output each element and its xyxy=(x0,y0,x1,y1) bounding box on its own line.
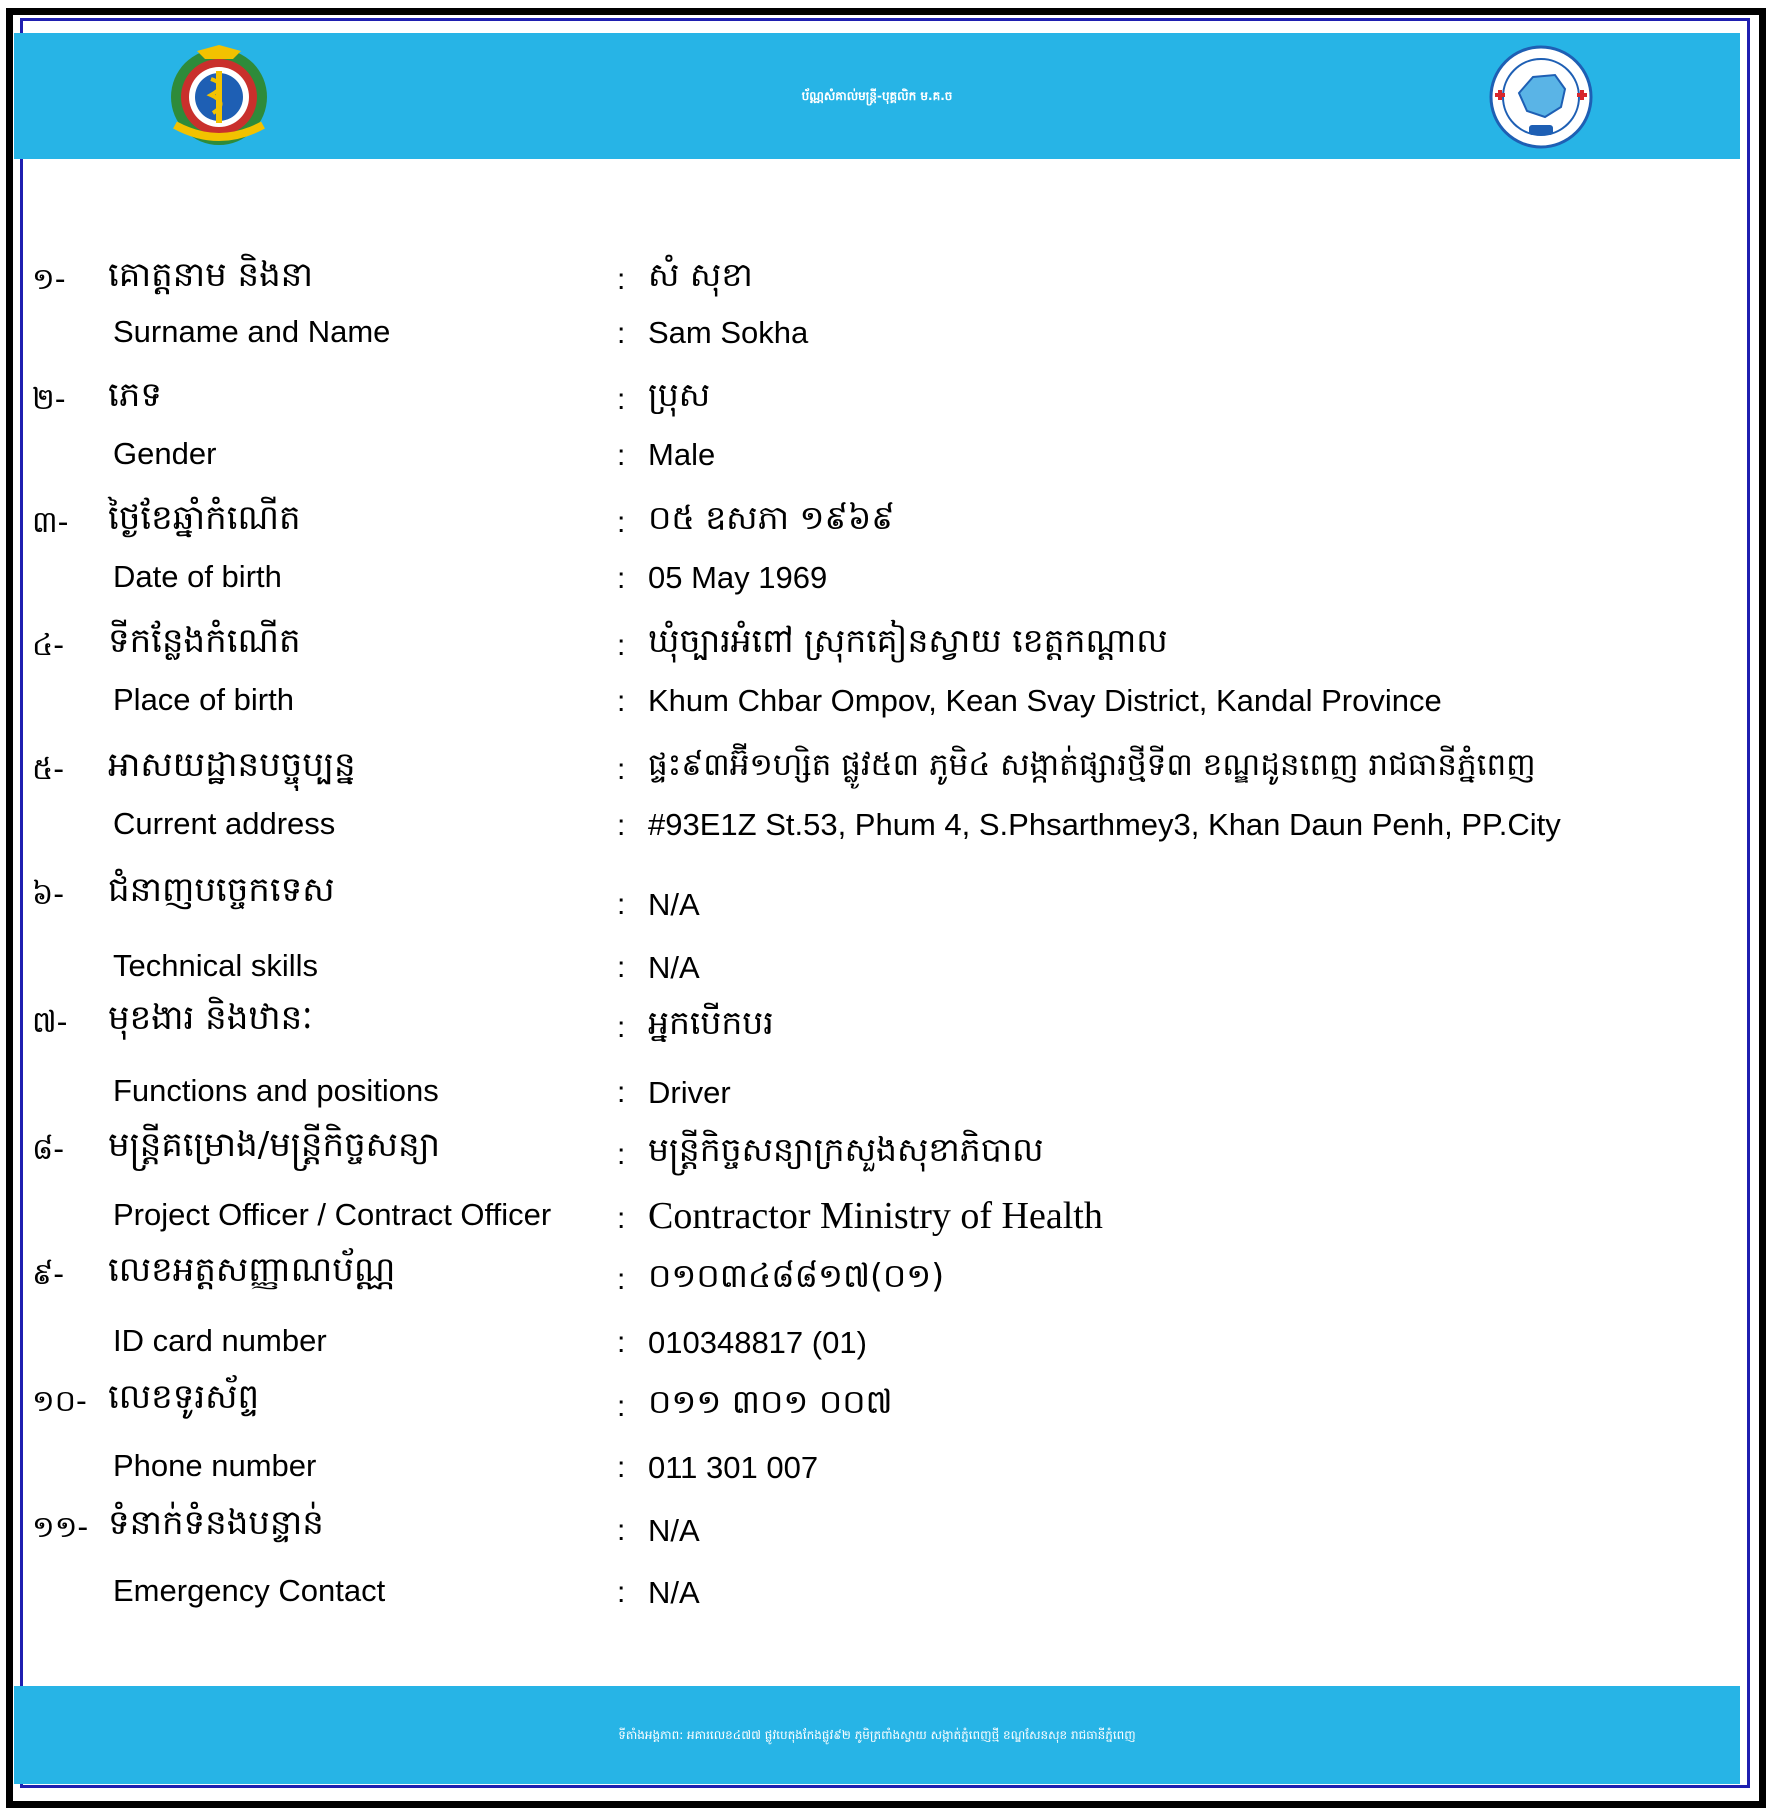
label-khmer: ភេទ xyxy=(108,375,162,415)
value-english: N/A xyxy=(648,950,700,985)
colon-separator: : xyxy=(617,1263,626,1296)
field-number: ៨- xyxy=(32,1132,65,1167)
value-khmer: ០១០៣៤៨៨១៧(០១) xyxy=(648,1256,945,1295)
value-khmer: ប្រុស xyxy=(648,375,711,414)
value-khmer: ផ្ទះ៩៣អ៊ី១ហ្សិត ផ្លូវ៥៣ ភូមិ៤ សង្កាត់ផ្សារថ្មីទី៣ ខណ្ឌដូនពេញ រាជធានីភ្នំពេញ xyxy=(648,747,1536,783)
colon-separator: : xyxy=(617,1576,626,1609)
colon-separator: : xyxy=(617,809,626,842)
colon-separator: : xyxy=(617,1514,626,1547)
colon-separator: : xyxy=(617,317,626,350)
label-english: Project Officer / Contract Officer xyxy=(113,1197,552,1232)
label-english: Current address xyxy=(113,806,336,841)
value-khmer: ០១១ ៣០១ ០០៧ xyxy=(648,1382,893,1421)
value-khmer: N/A xyxy=(648,1513,700,1548)
colon-separator: : xyxy=(617,1390,626,1423)
value-khmer: ០៥ ឧសភា ១៩៦៩ xyxy=(648,498,895,537)
colon-separator: : xyxy=(617,888,626,921)
label-english: Emergency Contact xyxy=(113,1573,386,1608)
field-number: ៧- xyxy=(32,1005,68,1040)
label-khmer: ទំនាក់ទំនងបន្ទាន់ xyxy=(108,1503,324,1543)
colon-separator: : xyxy=(617,1326,626,1359)
colon-separator: : xyxy=(617,562,626,595)
colon-separator: : xyxy=(617,753,626,786)
colon-separator: : xyxy=(617,685,626,718)
value-khmer: N/A xyxy=(648,887,700,922)
label-english: Phone number xyxy=(113,1448,317,1483)
colon-separator: : xyxy=(617,439,626,472)
colon-separator: : xyxy=(617,506,626,539)
label-khmer: ថ្ងៃខែឆ្នាំកំណើត xyxy=(108,498,301,538)
label-khmer: ជំនាញបច្ចេកទេស xyxy=(108,870,335,910)
value-english: Male xyxy=(648,437,716,472)
label-english: Gender xyxy=(113,436,217,471)
value-english: Driver xyxy=(648,1075,731,1110)
label-english: Surname and Name xyxy=(113,314,391,349)
colon-separator: : xyxy=(617,263,626,296)
field-number: ១០- xyxy=(32,1384,87,1419)
label-khmer: មន្ត្រីគម្រោង/មន្ត្រីកិច្ចសន្យា xyxy=(108,1125,441,1165)
label-khmer: ទីកន្លែងកំណើត xyxy=(108,621,301,661)
colon-separator: : xyxy=(617,383,626,416)
colon-separator: : xyxy=(617,629,626,662)
colon-separator: : xyxy=(617,1138,626,1171)
value-khmer: មន្ត្រីកិច្ចសន្យាក្រសួងសុខាភិបាល xyxy=(648,1130,1044,1169)
value-khmer: ឃុំច្បារអំពៅ ស្រុកគៀនស្វាយ ខេត្តកណ្តាល xyxy=(648,621,1168,660)
value-english: Contractor Ministry of Health xyxy=(648,1195,1103,1237)
value-khmer: សំ សុខា xyxy=(648,255,753,294)
card-title: ប័ណ្ណសំគាល់មន្ត្រី-បុគ្គលិក ម.គ.ច xyxy=(801,89,953,103)
value-english: 011 301 007 xyxy=(648,1450,819,1485)
field-number: ២- xyxy=(32,382,66,417)
label-khmer: មុខងារ និងឋានៈ xyxy=(108,998,313,1038)
value-english: N/A xyxy=(648,1575,700,1610)
label-khmer: គោត្តនាម និងនា xyxy=(108,255,314,295)
colon-separator: : xyxy=(617,951,626,984)
label-english: Functions and positions xyxy=(113,1073,439,1108)
field-number: ១- xyxy=(32,262,66,297)
value-khmer: អ្នកបើកបរ xyxy=(648,1003,774,1042)
field-number: ៦- xyxy=(32,877,65,912)
colon-separator: : xyxy=(617,1202,626,1235)
label-english: Place of birth xyxy=(113,682,294,717)
label-english: Technical skills xyxy=(113,948,319,983)
value-english: 010348817 (01) xyxy=(648,1325,867,1360)
colon-separator: : xyxy=(617,1011,626,1044)
value-english: 05 May 1969 xyxy=(648,560,828,595)
field-number: ៣- xyxy=(32,505,69,540)
label-khmer: អាសយដ្ឋានបច្ចុប្បន្ន xyxy=(108,745,356,785)
field-number: ៩- xyxy=(32,1257,65,1292)
label-khmer: លេខអត្តសញ្ញាណប័ណ្ណ xyxy=(108,1250,396,1290)
field-number: ១១- xyxy=(32,1510,89,1545)
colon-separator: : xyxy=(617,1451,626,1484)
label-english: ID card number xyxy=(113,1323,327,1358)
label-english: Date of birth xyxy=(113,559,282,594)
colon-separator: : xyxy=(617,1076,626,1109)
value-english: Sam Sokha xyxy=(648,315,809,350)
field-number: ៥- xyxy=(32,752,65,787)
label-khmer: លេខទូរស័ព្ទ xyxy=(108,1377,260,1417)
card-footer xyxy=(14,1686,1740,1784)
field-number: ៤- xyxy=(32,628,65,663)
value-english: Khum Chbar Ompov, Kean Svay District, Kandal Province xyxy=(648,683,1442,718)
value-english: #93E1Z St.53, Phum 4, S.Phsarthmey3, Khan Daun Penh, PP.City xyxy=(648,807,1561,842)
office-address: ទីតាំងអង្គភាព: អគារលេខ៤៧៧ ផ្លូវបេតុងកែងផ្លូវ៩២ ភូមិត្រពាំងស្វាយ សង្កាត់ភ្នំពេញថ្មី ខណ្ឌសែនសុខ រាជធានីភ្នំពេញ xyxy=(618,1728,1136,1742)
